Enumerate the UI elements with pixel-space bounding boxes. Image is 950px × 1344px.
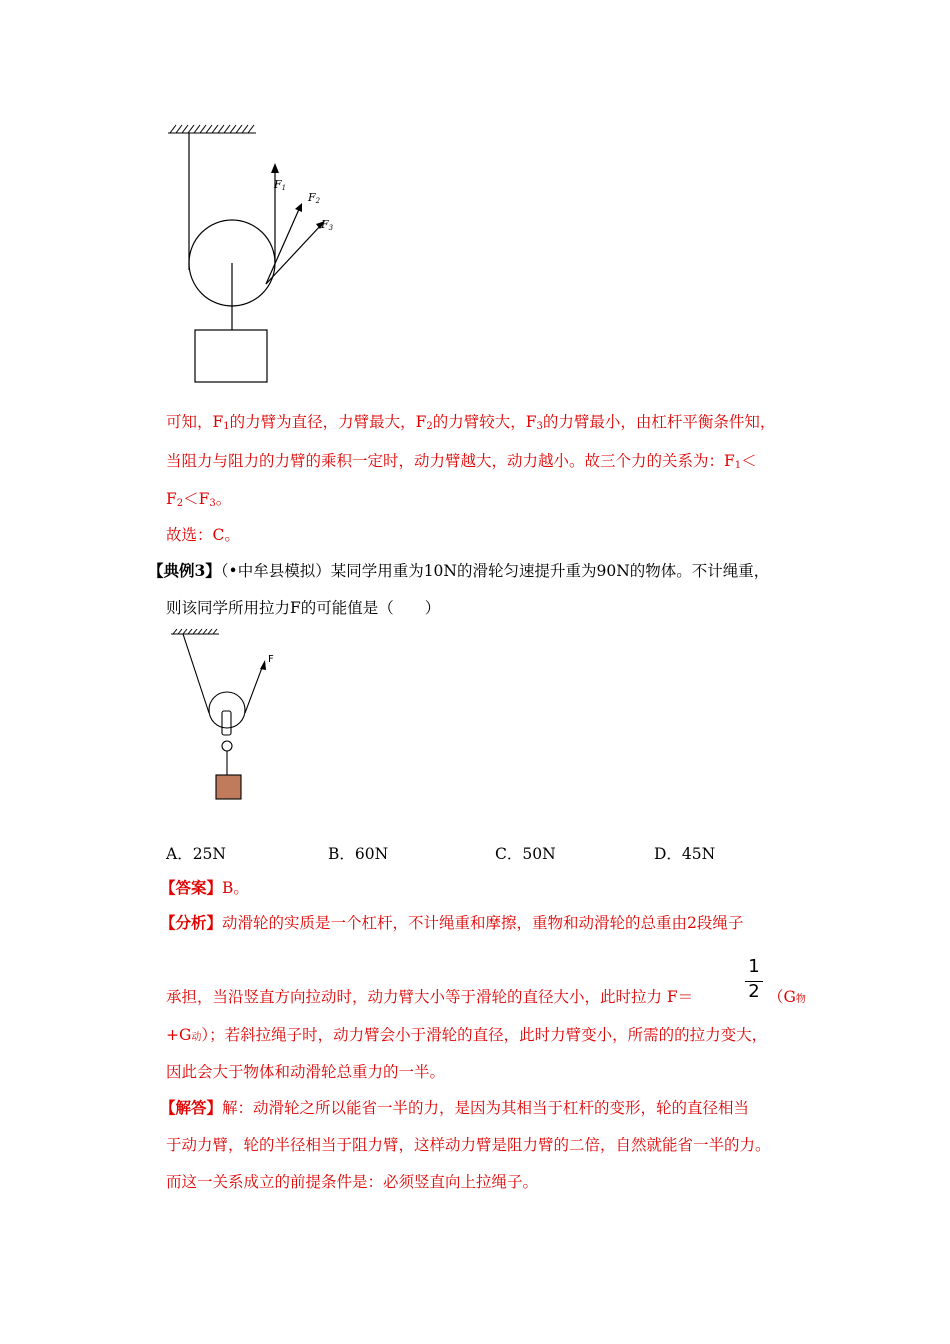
analysis-line-4: 因此会大于物体和动滑轮总重力的一半。 [166,1063,446,1081]
f1-arrowhead [271,163,279,173]
analysis-line-2-tail: （G物 [768,988,806,1006]
ceiling-hatch-2 [171,629,219,634]
option-d[interactable]: D．45N [654,845,716,863]
analysis-line-1: 【分析】动滑轮的实质是一个杠杆，不计绳重和摩擦，重物和动滑轮的总重由2段绳子 [160,913,744,932]
rope-pull [245,665,263,713]
movable-pulley-wheel [209,692,245,728]
option-b[interactable]: B．60N [328,845,389,863]
solution-line-3: 而这一关系成立的前提条件是：必须竖直向上拉绳子。 [166,1173,539,1191]
load-block [195,330,267,382]
fraction-denominator: 2 [748,981,760,1002]
analysis-line-2: 承担，当沿竖直方向拉动时，动力臂大小等于滑轮的直径大小，此时拉力 F＝ [166,988,694,1006]
analysis-line-3: +G动）；若斜拉绳子时，动力臂会小于滑轮的直径，此时力臂变小，所需的的拉力变大， [166,1026,768,1044]
label-f2: F2 [308,191,321,205]
solution-line-1: 【解答】解：动滑轮之所以能省一半的力，是因为其相当于杠杆的变形，轮的直径相当 [160,1098,750,1117]
label-f1: F1 [274,178,287,192]
solution-tag: 【解答】 [160,1098,223,1117]
ceiling-hatch [168,125,256,133]
label-f3: F3 [321,218,334,232]
brown-load-block [216,775,241,799]
example3-line-2: 则该同学所用拉力F的可能值是（ ） [166,599,441,617]
pull-arrowhead [260,660,266,670]
pulley-diagram-1 [160,120,360,390]
example3-tag: 【典例3】 [148,561,221,580]
pulley-diagram-2 [165,625,285,805]
label-pull-force: F [268,654,274,665]
answer-line: 【答案】B。 [160,878,249,897]
example3-line-1: 【典例3】（•中牟县模拟）某同学用重为10N的滑轮匀速提升重为90N的物体。不计绳重， [148,561,770,580]
pulley-bracket [222,711,231,735]
analysis-tag: 【分析】 [160,913,223,932]
answer-tag: 【答案】 [160,878,223,897]
rope-fixed [183,634,209,713]
explanation-line-3: $F_2<F_3$。 [166,490,232,509]
hook-ring [222,741,232,751]
explanation-line-1: 可知，$F_1$的力臂为直径，力臂最大，$F_2$的力臂较大，$F_3$的力臂最小，由杠杆平衡条件知， [166,413,776,432]
fraction-numerator: 1 [748,956,760,977]
explanation-line-2: 当阻力与阻力的力臂的乘积一定时，动力臂越大，动力越小。故三个力的关系为：$F_1<$ [166,452,757,471]
solution-line-2: 于动力臂，轮的半径相当于阻力臂，这样动力臂是阻力臂的二倍，自然就能省一半的力。 [166,1136,771,1154]
option-a[interactable]: A．25N [166,845,226,863]
option-c[interactable]: C．50N [495,845,556,863]
choice-conclusion: 故选：C。 [166,526,240,544]
